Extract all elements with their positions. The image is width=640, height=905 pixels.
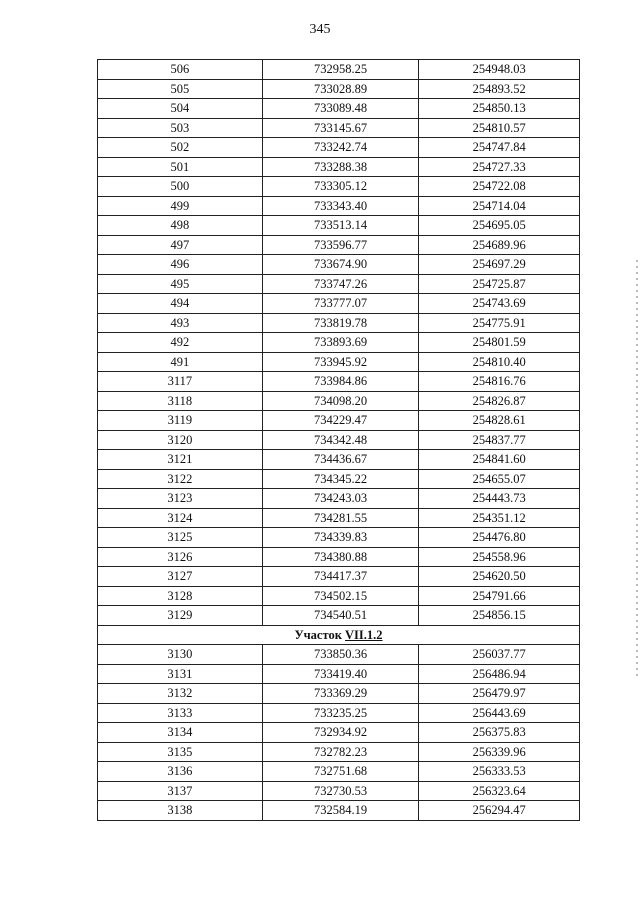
table-row xyxy=(98,567,580,587)
y-coordinate-cell: 254948.03 xyxy=(419,60,580,80)
section-header-group xyxy=(98,625,580,645)
point-number-cell: 3135 xyxy=(98,742,263,762)
point-number-cell: 3134 xyxy=(98,723,263,743)
table-row xyxy=(98,781,580,801)
x-coordinate-cell: 733305.12 xyxy=(262,177,419,197)
x-coordinate-cell: 733028.89 xyxy=(262,79,419,99)
section-header-row xyxy=(98,625,580,645)
x-coordinate-cell: 732782.23 xyxy=(262,742,419,762)
point-number-cell: 506 xyxy=(98,60,263,80)
point-number-cell: 3127 xyxy=(98,567,263,587)
point-number-cell: 3120 xyxy=(98,430,263,450)
y-coordinate-cell: 254725.87 xyxy=(419,274,580,294)
y-coordinate-cell: 254743.69 xyxy=(419,294,580,314)
x-coordinate-cell: 734540.51 xyxy=(262,606,419,626)
table-row xyxy=(98,547,580,567)
x-coordinate-cell: 733945.92 xyxy=(262,352,419,372)
x-coordinate-cell: 732730.53 xyxy=(262,781,419,801)
y-coordinate-cell: 254810.40 xyxy=(419,352,580,372)
y-coordinate-cell: 254801.59 xyxy=(419,333,580,353)
point-number-cell: 3137 xyxy=(98,781,263,801)
y-coordinate-cell: 256323.64 xyxy=(419,781,580,801)
table-row xyxy=(98,294,580,314)
y-coordinate-cell: 254620.50 xyxy=(419,567,580,587)
y-coordinate-cell: 254655.07 xyxy=(419,469,580,489)
point-number-cell: 497 xyxy=(98,235,263,255)
coordinates-table xyxy=(97,59,580,821)
point-number-cell: 3118 xyxy=(98,391,263,411)
x-coordinate-cell: 734502.15 xyxy=(262,586,419,606)
x-coordinate-cell: 733674.90 xyxy=(262,255,419,275)
x-coordinate-cell: 734436.67 xyxy=(262,450,419,470)
x-coordinate-cell: 733893.69 xyxy=(262,333,419,353)
y-coordinate-cell: 254695.05 xyxy=(419,216,580,236)
table-row xyxy=(98,801,580,821)
x-coordinate-cell: 733145.67 xyxy=(262,118,419,138)
table-row xyxy=(98,411,580,431)
y-coordinate-cell: 256443.69 xyxy=(419,703,580,723)
y-coordinate-cell: 254828.61 xyxy=(419,411,580,431)
point-number-cell: 3130 xyxy=(98,645,263,665)
y-coordinate-cell: 254558.96 xyxy=(419,547,580,567)
y-coordinate-cell: 254351.12 xyxy=(419,508,580,528)
point-number-cell: 501 xyxy=(98,157,263,177)
x-coordinate-cell: 732958.25 xyxy=(262,60,419,80)
y-coordinate-cell: 254697.29 xyxy=(419,255,580,275)
y-coordinate-cell: 254727.33 xyxy=(419,157,580,177)
table-row xyxy=(98,235,580,255)
table-row xyxy=(98,508,580,528)
x-coordinate-cell: 734380.88 xyxy=(262,547,419,567)
page-number: 345 xyxy=(309,22,331,37)
x-coordinate-cell: 734342.48 xyxy=(262,430,419,450)
table-row xyxy=(98,177,580,197)
x-coordinate-cell: 734339.83 xyxy=(262,528,419,548)
point-number-cell: 493 xyxy=(98,313,263,333)
y-coordinate-cell: 256375.83 xyxy=(419,723,580,743)
table-row xyxy=(98,450,580,470)
table-row xyxy=(98,742,580,762)
y-coordinate-cell: 256479.97 xyxy=(419,684,580,704)
x-coordinate-cell: 734345.22 xyxy=(262,469,419,489)
table-row xyxy=(98,313,580,333)
y-coordinate-cell: 254476.80 xyxy=(419,528,580,548)
point-number-cell: 503 xyxy=(98,118,263,138)
point-number-cell: 495 xyxy=(98,274,263,294)
x-coordinate-cell: 734243.03 xyxy=(262,489,419,509)
point-number-cell: 500 xyxy=(98,177,263,197)
y-coordinate-cell: 254893.52 xyxy=(419,79,580,99)
y-coordinate-cell: 254722.08 xyxy=(419,177,580,197)
table-row xyxy=(98,99,580,119)
y-coordinate-cell: 256294.47 xyxy=(419,801,580,821)
point-number-cell: 3119 xyxy=(98,411,263,431)
y-coordinate-cell: 254856.15 xyxy=(419,606,580,626)
point-number-cell: 3133 xyxy=(98,703,263,723)
point-number-cell: 494 xyxy=(98,294,263,314)
x-coordinate-cell: 733419.40 xyxy=(262,664,419,684)
y-coordinate-cell: 254816.76 xyxy=(419,372,580,392)
point-number-cell: 3131 xyxy=(98,664,263,684)
point-number-cell: 3117 xyxy=(98,372,263,392)
table-row xyxy=(98,469,580,489)
table-row xyxy=(98,762,580,782)
y-coordinate-cell: 254747.84 xyxy=(419,138,580,158)
point-number-cell: 496 xyxy=(98,255,263,275)
section-prefix: Участок xyxy=(294,627,342,642)
point-number-cell: 505 xyxy=(98,79,263,99)
x-coordinate-cell: 734229.47 xyxy=(262,411,419,431)
x-coordinate-cell: 733984.86 xyxy=(262,372,419,392)
x-coordinate-cell: 733343.40 xyxy=(262,196,419,216)
x-coordinate-cell: 733850.36 xyxy=(262,645,419,665)
y-coordinate-cell: 254826.87 xyxy=(419,391,580,411)
table-row xyxy=(98,586,580,606)
x-coordinate-cell: 733819.78 xyxy=(262,313,419,333)
point-number-cell: 499 xyxy=(98,196,263,216)
point-number-cell: 492 xyxy=(98,333,263,353)
coordinates-part2 xyxy=(98,645,580,821)
x-coordinate-cell: 734098.20 xyxy=(262,391,419,411)
table-row xyxy=(98,723,580,743)
table-row xyxy=(98,606,580,626)
table-row xyxy=(98,196,580,216)
y-coordinate-cell: 254689.96 xyxy=(419,235,580,255)
point-number-cell: 491 xyxy=(98,352,263,372)
table-row xyxy=(98,157,580,177)
table-row xyxy=(98,664,580,684)
x-coordinate-cell: 732584.19 xyxy=(262,801,419,821)
point-number-cell: 3138 xyxy=(98,801,263,821)
y-coordinate-cell: 256339.96 xyxy=(419,742,580,762)
x-coordinate-cell: 733596.77 xyxy=(262,235,419,255)
point-number-cell: 502 xyxy=(98,138,263,158)
y-coordinate-cell: 256037.77 xyxy=(419,645,580,665)
y-coordinate-cell: 256486.94 xyxy=(419,664,580,684)
table-row xyxy=(98,79,580,99)
point-number-cell: 3129 xyxy=(98,606,263,626)
point-number-cell: 3122 xyxy=(98,469,263,489)
table-row xyxy=(98,138,580,158)
y-coordinate-cell: 254841.60 xyxy=(419,450,580,470)
y-coordinate-cell: 254714.04 xyxy=(419,196,580,216)
table-row xyxy=(98,528,580,548)
table-row xyxy=(98,645,580,665)
y-coordinate-cell: 256333.53 xyxy=(419,762,580,782)
y-coordinate-cell: 254775.91 xyxy=(419,313,580,333)
table-row xyxy=(98,118,580,138)
x-coordinate-cell: 733242.74 xyxy=(262,138,419,158)
table-row xyxy=(98,703,580,723)
x-coordinate-cell: 733513.14 xyxy=(262,216,419,236)
point-number-cell: 3125 xyxy=(98,528,263,548)
y-coordinate-cell: 254791.66 xyxy=(419,586,580,606)
table-row xyxy=(98,684,580,704)
table-row xyxy=(98,430,580,450)
x-coordinate-cell: 732934.92 xyxy=(262,723,419,743)
point-number-cell: 3128 xyxy=(98,586,263,606)
x-coordinate-cell: 733089.48 xyxy=(262,99,419,119)
scan-edge-mark xyxy=(636,260,638,680)
x-coordinate-cell: 734417.37 xyxy=(262,567,419,587)
x-coordinate-cell: 733288.38 xyxy=(262,157,419,177)
table-row xyxy=(98,489,580,509)
y-coordinate-cell: 254850.13 xyxy=(419,99,580,119)
point-number-cell: 498 xyxy=(98,216,263,236)
section-name: VII.1.2 xyxy=(345,627,383,642)
table-row xyxy=(98,391,580,411)
table-row xyxy=(98,274,580,294)
x-coordinate-cell: 732751.68 xyxy=(262,762,419,782)
x-coordinate-cell: 734281.55 xyxy=(262,508,419,528)
point-number-cell: 3121 xyxy=(98,450,263,470)
table-row xyxy=(98,255,580,275)
table-row xyxy=(98,60,580,80)
table-row xyxy=(98,352,580,372)
x-coordinate-cell: 733747.26 xyxy=(262,274,419,294)
x-coordinate-cell: 733777.07 xyxy=(262,294,419,314)
point-number-cell: 3136 xyxy=(98,762,263,782)
coordinates-part1 xyxy=(98,60,580,626)
point-number-cell: 3124 xyxy=(98,508,263,528)
point-number-cell: 3132 xyxy=(98,684,263,704)
table-row xyxy=(98,216,580,236)
point-number-cell: 504 xyxy=(98,99,263,119)
x-coordinate-cell: 733235.25 xyxy=(262,703,419,723)
y-coordinate-cell: 254810.57 xyxy=(419,118,580,138)
x-coordinate-cell: 733369.29 xyxy=(262,684,419,704)
table-row xyxy=(98,372,580,392)
table-row xyxy=(98,333,580,353)
section-header-cell xyxy=(98,625,580,645)
y-coordinate-cell: 254837.77 xyxy=(419,430,580,450)
point-number-cell: 3126 xyxy=(98,547,263,567)
y-coordinate-cell: 254443.73 xyxy=(419,489,580,509)
point-number-cell: 3123 xyxy=(98,489,263,509)
